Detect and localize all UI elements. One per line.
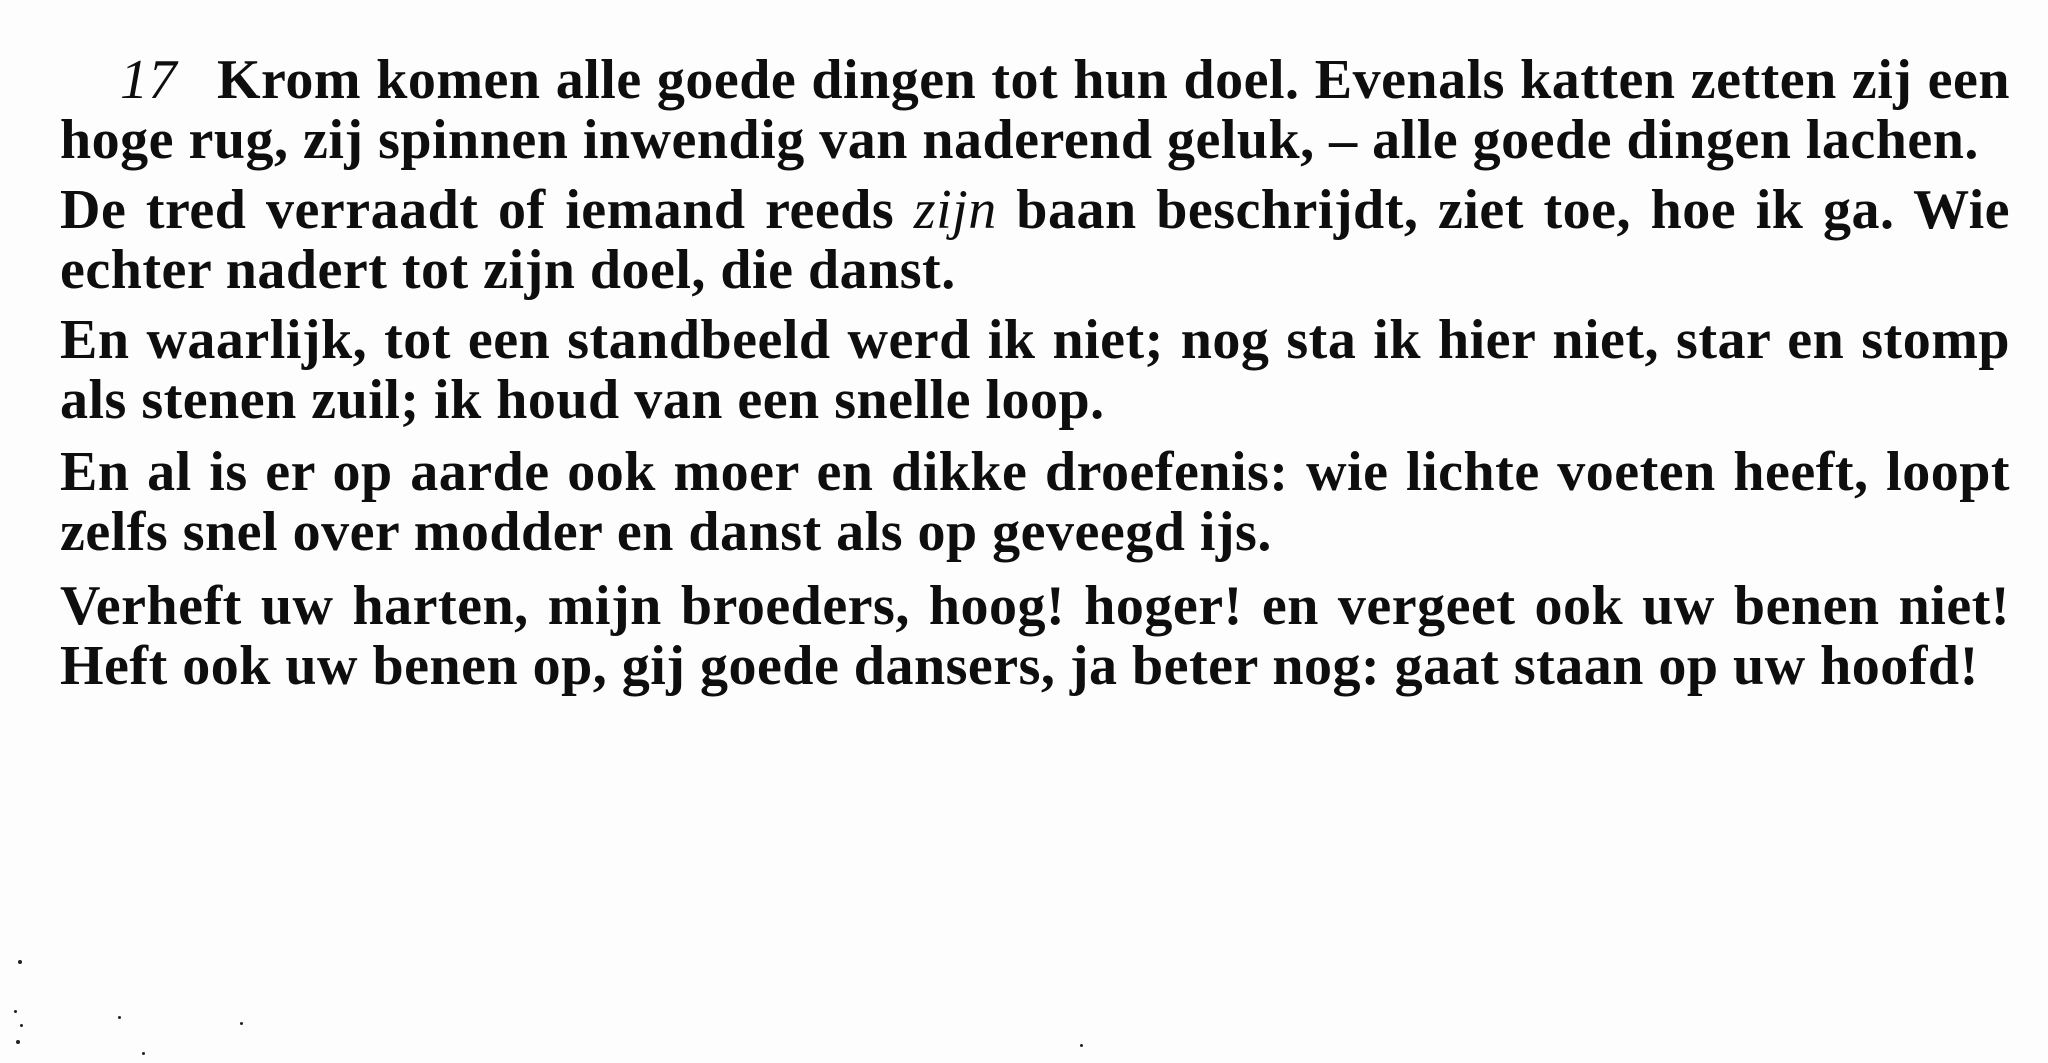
paragraph-2-text-before: De tred verraadt of iemand reeds bbox=[60, 179, 914, 241]
text-block bbox=[60, 50, 2010, 696]
paragraph-2-text-after: baan beschrijdt, ziet toe, hoe ik ga. Wie echter nadert tot zijn doel, die danst. bbox=[60, 179, 2011, 301]
paragraph-4: En al is er op aarde ook moer en dikke droefenis: wie lichte voeten heeft, loopt zelfs snel over modder en danst als op geveegd ijs. bbox=[60, 441, 2010, 563]
paragraph-3: En waarlijk, tot een standbeeld werd ik niet; nog sta ik hier niet, star en stomp als stenen zuil; ik houd van een snelle loop. bbox=[60, 309, 2010, 431]
paragraph-1-text: Krom komen alle goede dingen tot hun doel. Evenals katten zetten zij een hoge rug, zij spinnen inwendig van naderend geluk, – alle goede dingen lachen. bbox=[60, 49, 2010, 171]
scan-speck bbox=[18, 960, 22, 964]
scan-speck bbox=[16, 1040, 20, 1044]
paragraph-2 bbox=[60, 180, 2010, 300]
paragraph-1 bbox=[60, 50, 2010, 170]
scan-speck bbox=[20, 1024, 23, 1027]
scan-speck bbox=[142, 1052, 145, 1055]
scan-speck bbox=[1080, 1044, 1083, 1047]
paragraph-5: Verheft uw harten, mijn broeders, hoog! hoger! en vergeet ook uw benen niet! Heft ook uw benen op, gij goede dansers, ja beter nog: gaat staan op uw hoofd! bbox=[60, 575, 2010, 697]
section-number: 17 bbox=[120, 49, 177, 111]
scan-speck bbox=[240, 1022, 243, 1025]
emphasized-word: zijn bbox=[913, 179, 997, 241]
scan-speck bbox=[118, 1016, 121, 1019]
scan-speck bbox=[14, 1010, 17, 1013]
